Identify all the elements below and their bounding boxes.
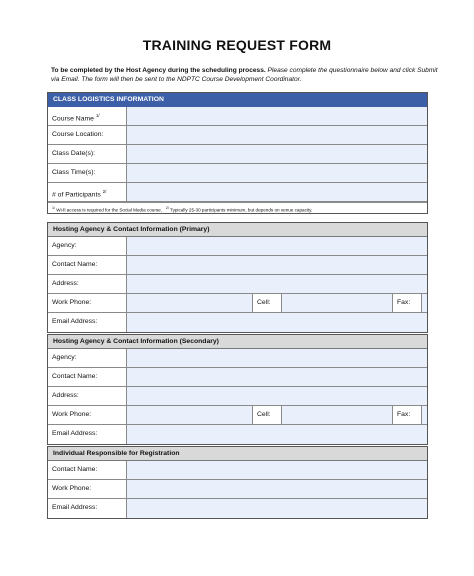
class-times-label: Class Time(s): [48, 164, 127, 182]
course-location-field[interactable] [127, 126, 427, 144]
secondary-email-field[interactable] [127, 425, 427, 444]
instructions-bold: To be completed by the Host Agency during the scheduling process. [51, 67, 266, 74]
registration-heading: Individual Responsible for Registration [48, 447, 427, 461]
primary-contact-name-field[interactable] [127, 256, 427, 274]
secondary-cell-field[interactable] [282, 406, 392, 424]
registration-work-phone-label: Work Phone: [48, 480, 127, 498]
registration-work-phone-field[interactable] [127, 480, 427, 498]
primary-agency-field[interactable] [127, 237, 427, 255]
secondary-email-label: Email Address: [48, 425, 127, 444]
primary-address-row [48, 275, 427, 294]
class-logistics-section [47, 92, 428, 214]
secondary-work-phone-label: Work Phone: [48, 406, 127, 424]
class-dates-field[interactable] [127, 145, 427, 163]
instructions-italic: Please complete the questionnaire below and click Submit via Email. The form will then be sent to the NDPTC Course Development Coordinator. [51, 67, 438, 83]
registration-email-field[interactable] [127, 499, 427, 518]
primary-email-row [48, 313, 427, 332]
registration-email-label: Email Address: [48, 499, 127, 518]
footnote-1-mark: 1/ [52, 206, 55, 210]
class-dates-label: Class Date(s): [48, 145, 127, 163]
primary-contact-name-label: Contact Name: [48, 256, 127, 274]
primary-contact-section [47, 222, 428, 333]
primary-agency-label: Agency: [48, 237, 127, 255]
class-dates-row [48, 145, 427, 164]
registration-contact-name-field[interactable] [127, 461, 427, 479]
secondary-contact-name-field[interactable] [127, 368, 427, 386]
participants-label: # of Participants $^{2/}$ [48, 183, 127, 201]
secondary-cell-label: Cell: [252, 406, 282, 424]
secondary-fax-label: Fax: [392, 406, 422, 424]
footnote-1: Wi-fi access is required for the Social Media course. [55, 207, 162, 213]
primary-agency-row [48, 237, 427, 256]
participants-field[interactable] [127, 183, 427, 201]
primary-email-field[interactable] [127, 313, 427, 332]
primary-contact-name-row [48, 256, 427, 275]
secondary-phone-row [48, 406, 427, 425]
registration-email-row [48, 499, 427, 518]
footnote-2-mark: 2/ [165, 206, 169, 210]
secondary-address-row [48, 387, 427, 406]
primary-email-label: Email Address: [48, 313, 127, 332]
secondary-contact-name-row [48, 368, 427, 387]
course-name-row [48, 107, 427, 126]
secondary-email-row [48, 425, 427, 444]
class-times-row [48, 164, 427, 183]
secondary-agency-field[interactable] [127, 349, 427, 367]
primary-cell-field[interactable] [282, 294, 392, 312]
course-location-label: Course Location: [48, 126, 127, 144]
registration-contact-name-label: Contact Name: [48, 461, 127, 479]
secondary-address-label: Address: [48, 387, 127, 405]
secondary-contact-name-label: Contact Name: [48, 368, 127, 386]
registration-work-phone-row [48, 480, 427, 499]
primary-fax-field[interactable] [422, 294, 427, 312]
primary-work-phone-label: Work Phone: [48, 294, 127, 312]
secondary-address-field[interactable] [127, 387, 427, 405]
course-location-row [48, 126, 427, 145]
primary-address-field[interactable] [127, 275, 427, 293]
registration-section [47, 446, 428, 519]
secondary-contact-section [47, 334, 428, 445]
instructions [51, 66, 441, 84]
primary-cell-label: Cell: [252, 294, 282, 312]
participants-row [48, 183, 427, 202]
secondary-contact-heading: Hosting Agency & Contact Information (Secondary) [48, 335, 427, 349]
primary-address-label: Address: [48, 275, 127, 293]
logistics-footnotes [48, 202, 427, 213]
primary-work-phone-field[interactable] [127, 294, 252, 312]
secondary-agency-row [48, 349, 427, 368]
course-name-label: Course Name $^{1/}$ [48, 107, 127, 125]
secondary-fax-field[interactable] [422, 406, 427, 424]
secondary-work-phone-field[interactable] [127, 406, 252, 424]
page-title: TRAINING REQUEST FORM [142, 37, 332, 53]
primary-phone-row [48, 294, 427, 313]
course-name-field[interactable] [127, 107, 427, 125]
class-times-field[interactable] [127, 164, 427, 182]
primary-fax-label: Fax: [392, 294, 422, 312]
primary-contact-heading: Hosting Agency & Contact Information (Primary) [48, 223, 427, 237]
secondary-agency-label: Agency: [48, 349, 127, 367]
footnote-2: Typically 25-30 participants minimum, but depends on venue capacity. [168, 207, 313, 213]
registration-contact-name-row [48, 461, 427, 480]
class-logistics-heading: CLASS LOGISTICS INFORMATION [48, 93, 427, 107]
